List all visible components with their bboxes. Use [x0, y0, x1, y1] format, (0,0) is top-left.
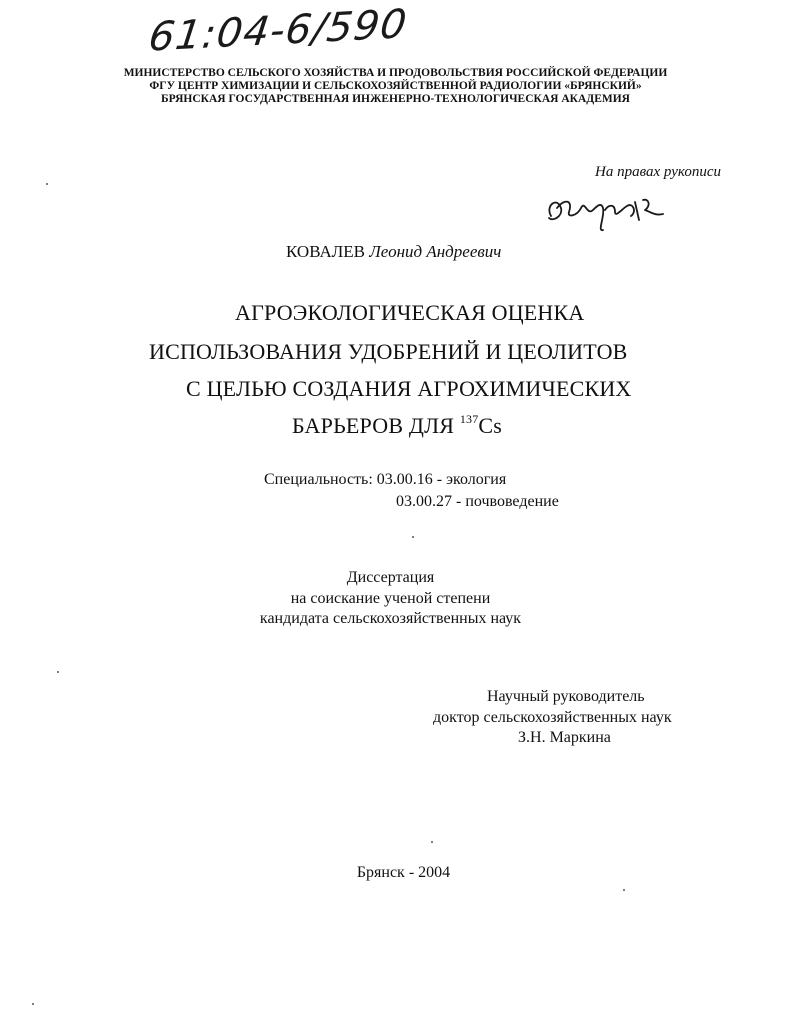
signature-handwritten — [543, 186, 673, 236]
scan-speck — [32, 1003, 34, 1005]
title-line-3: С ЦЕЛЬЮ СОЗДАНИЯ АГРОХИМИЧЕСКИХ — [186, 376, 632, 401]
specialty-line-2: 03.00.27 - почвоведение — [396, 493, 559, 510]
isotope-mass-number: 137 — [459, 412, 479, 426]
title-line-2: ИСПОЛЬЗОВАНИЯ УДОБРЕНИЙ И ЦЕОЛИТОВ — [149, 339, 628, 364]
isotope-symbol: Cs — [478, 413, 503, 438]
supervisor-name: З.Н. Маркина — [518, 729, 611, 746]
author-surname: КОВАЛЕВ — [286, 242, 365, 261]
author-name — [286, 242, 501, 262]
org-academy: БРЯНСКАЯ ГОСУДАРСТВЕННАЯ ИНЖЕНЕРНО-ТЕХНОЛОГИЧЕСКАЯ АКАДЕМИЯ — [161, 93, 630, 105]
org-ministry: МИНИСТЕРСТВО СЕЛЬСКОГО ХОЗЯЙСТВА И ПРОДОВОЛЬСТВИЯ РОССИЙСКОЙ ФЕДЕРАЦИИ — [123, 67, 668, 79]
title-line-1: АГРОЭКОЛОГИЧЕСКАЯ ОЦЕНКА — [235, 300, 585, 325]
dissertation-label: Диссертация — [346, 569, 435, 586]
org-center: ФГУ ЦЕНТР ХИМИЗАЦИИ И СЕЛЬСКОХОЗЯЙСТВЕННОЙ РАДИОЛОГИИ «БРЯНСКИЙ» — [149, 80, 642, 92]
scan-speck — [431, 841, 433, 843]
scan-speck — [412, 536, 414, 538]
archive-code-handwritten: 61:04-6/590 — [146, 1, 410, 61]
supervisor-degree: доктор сельскохозяйственных наук — [433, 709, 672, 726]
dissertation-purpose: на соискание ученой степени — [290, 590, 491, 607]
dissertation-degree: кандидата сельскохозяйственных наук — [259, 610, 522, 627]
scan-speck — [623, 889, 625, 891]
specialty-line-1: Специальность: 03.00.16 - экология — [264, 471, 507, 488]
manuscript-rights-note: На правах рукописи — [595, 164, 721, 180]
title-line-4 — [292, 412, 502, 439]
author-given-name: Леонид Андреевич — [369, 242, 502, 261]
supervisor-label: Научный руководитель — [487, 688, 645, 705]
scan-speck — [57, 671, 59, 673]
scan-speck — [46, 183, 48, 185]
title-line-4-prefix: БАРЬЕРОВ ДЛЯ — [292, 413, 460, 438]
city-year: Брянск - 2004 — [356, 864, 451, 881]
